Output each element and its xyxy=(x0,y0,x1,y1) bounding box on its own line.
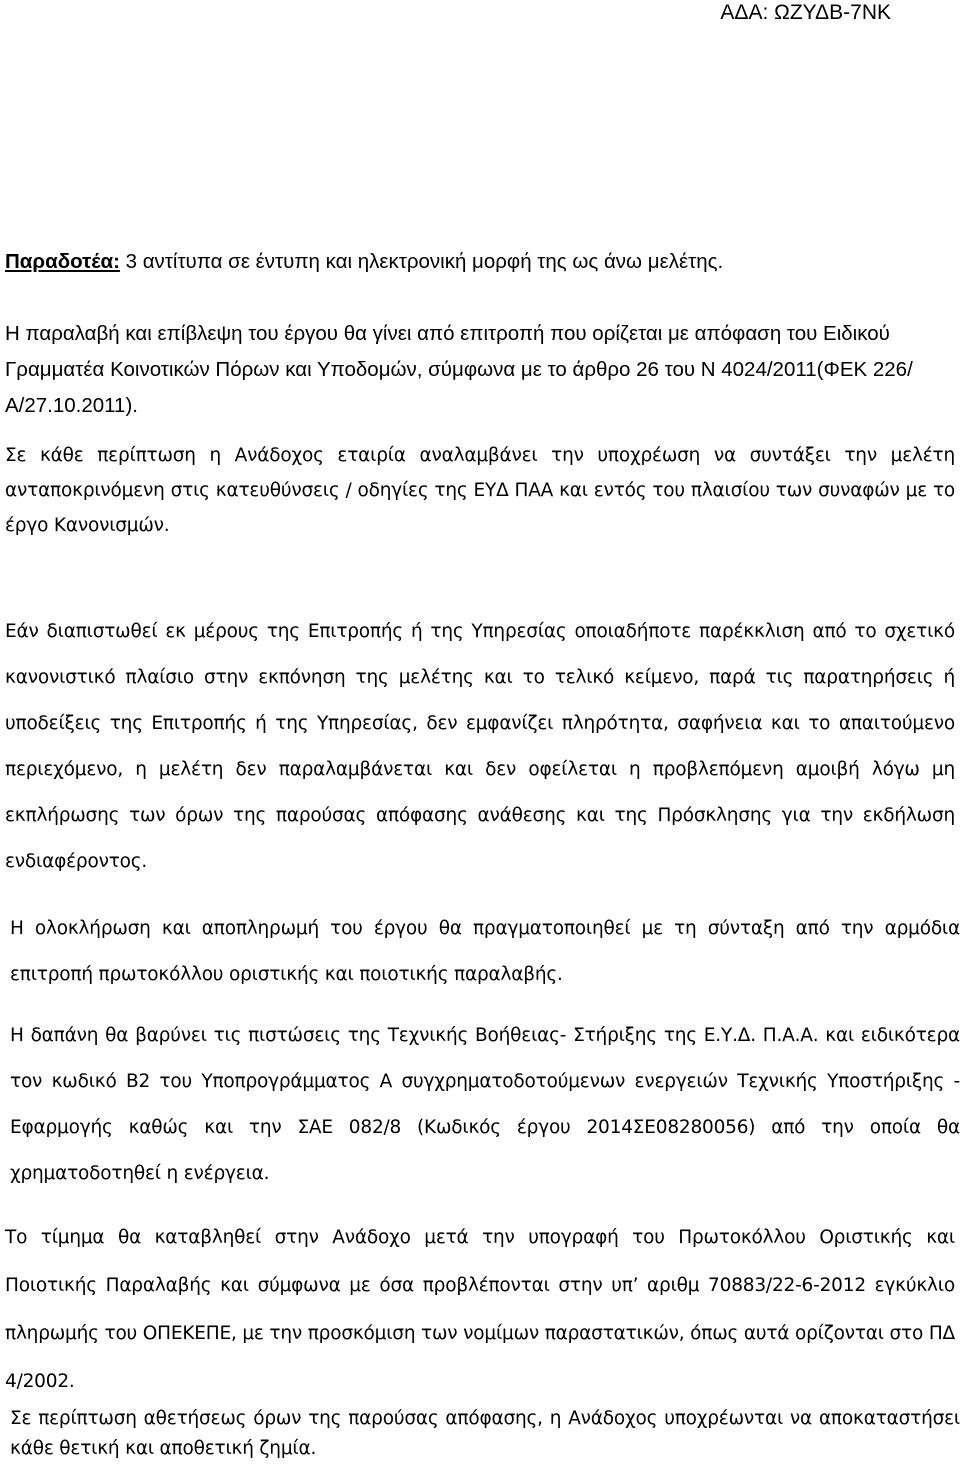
deviation-paragraph: Εάν διαπιστωθεί εκ μέρους της Επιτροπής ή της Υπηρεσίας οποιαδήποτε παρέκκλιση από το σχετικό κανονιστικό πλαίσιο στην εκπόνηση της μελέτης και το τελικό κείμενο, παρά τις παρατηρήσεις ή υποδείξεις της Επιτροπής ή της Υπηρεσίας, δεν εμφανίζει πληρότητα, σαφήνεια και το απαιτούμενο περιεχόμενο, η μελέτη δεν παραλαμβάνεται και δεν οφείλεται η προβλεπόμενη αμοιβή λόγω μη εκπλήρωσης των όρων της παρούσας απόφασης ανάθεσης και της Πρόσκλησης για την εκδήλωση ενδιαφέροντος. xyxy=(5,621,955,872)
expense-paragraph: Η δαπάνη θα βαρύνει τις πιστώσεις της Τεχνικής Βοήθειας- Στήριξης της Ε.Υ.Δ. Π.Α.Α. και ειδικότερα τον κωδικό Β2 του Υποπρογράμματος Α συγχρηματοδοτούμενων ενεργειών Τεχνικής Υποστήριξης - Εφαρμογής καθώς και την ΣΑΕ 082/8 (Κωδικός έργου 2014ΣΕ08280056) από την οποία θα χρηματοδοτηθεί η ενέργεια. xyxy=(10,1025,960,1184)
deliverables-label: Παραδοτέα: xyxy=(5,250,120,273)
completion-paragraph: Η ολοκλήρωση και αποπληρωμή του έργου θα πραγματοποιηθεί με τη σύνταξη από την αρμόδια επιτροπή πρωτοκόλλου οριστικής και ποιοτικής παραλαβής. xyxy=(10,918,960,985)
deliverables-paragraph xyxy=(5,249,955,275)
acceptance-paragraph: Η παραλαβή και επίβλεψη του έργου θα γίνει από επιτροπή που ορίζεται με απόφαση του Ειδικού Γραμματέα Κοινοτικών Πόρων και Υποδομών, σύμφωνα με το άρθρο 26 του Ν 4024/2011(ΦΕΚ 226/Α/27.10.2011). xyxy=(5,322,913,417)
breach-paragraph: Σε περίπτωση αθετήσεως όρων της παρούσας απόφασης, η Ανάδοχος υποχρέωνται να αποκαταστήσει κάθε θετική και αποθετική ζημία. xyxy=(10,1408,960,1459)
payment-paragraph: Το τίμημα θα καταβληθεί στην Ανάδοχο μετά την υπογραφή του Πρωτοκόλλου Οριστικής και Ποιοτικής Παραλαβής και σύμφωνα με όσα προβλέπονται στην υπ’ αριθμ 70883/22-6-2012 εγκύκλιο πληρωμής του ΟΠΕΚΕΠΕ, με την προσκόμιση των νομίμων παραστατικών, όπως αυτά ορίζονται στο ΠΔ 4/2002. xyxy=(5,1227,955,1392)
deliverables-text: 3 αντίτυπα σε έντυπη και ηλεκτρονική μορφή της ως άνω μελέτης. xyxy=(119,250,724,273)
contractor-obligation-paragraph: Σε κάθε περίπτωση η Ανάδοχος εταιρία αναλαμβάνει την υποχρέωση να συντάξει την μελέτη ανταποκρινόμενη στις κατευθύνσεις / οδηγίες της ΕΥΔ ΠΑΑ και εντός του πλαισίου των συναφών με το έργο Κανονισμών. xyxy=(5,445,955,536)
ada-code: ΑΔΑ: ΩΖΥΔΒ-7ΝΚ xyxy=(720,1,891,24)
